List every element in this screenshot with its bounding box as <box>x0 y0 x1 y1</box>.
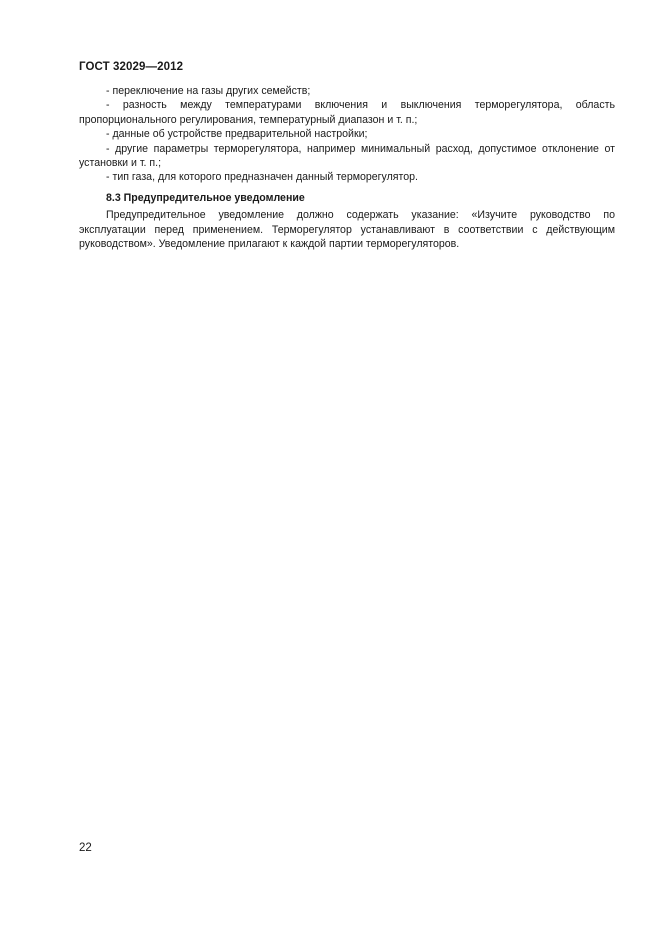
list-item: - данные об устройстве предварительной настройки; <box>106 128 368 141</box>
section-paragraph: Предупредительное уведомление должно содержать указание: «Изучите руководство по эксплуатации перед применением. Терморегулятор устанавливают в соответствии с действующим руководством». Уведомление прилагают к каждой партии терморегуляторов. <box>79 209 615 251</box>
list-item: - тип газа, для которого предназначен данный терморегулятор. <box>106 171 418 184</box>
section-heading: 8.3 Предупредительное уведомление <box>106 191 305 204</box>
document-body <box>79 84 615 251</box>
list-item: - переключение на газы других семейств; <box>106 85 311 97</box>
list-item: - другие параметры терморегулятора, например минимальный расход, допустимое отклонение от установки и т. п.; <box>79 142 615 170</box>
list-item: - разность между температурами включения и выключения терморегулятора, область пропорционального регулирования, температурный диапазон и т. п.; <box>79 99 615 126</box>
page-number: 22 <box>79 842 92 854</box>
document-header: ГОСТ 32029—2012 <box>79 61 184 73</box>
